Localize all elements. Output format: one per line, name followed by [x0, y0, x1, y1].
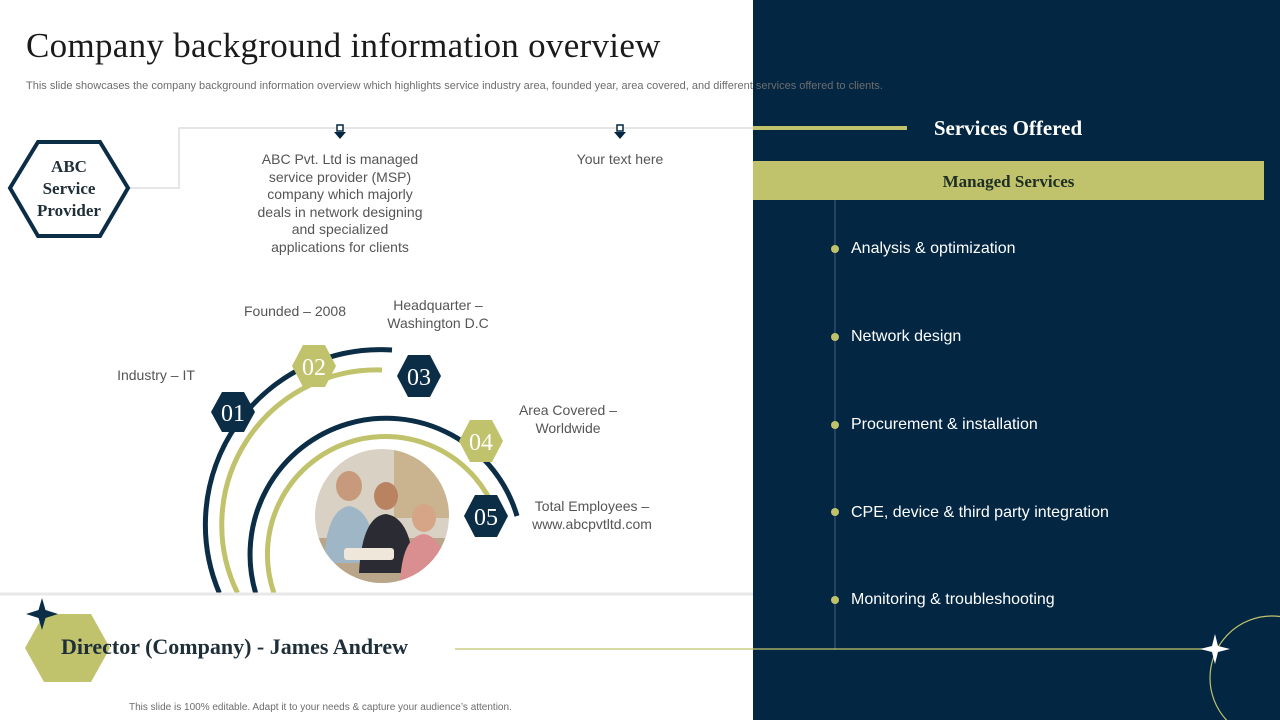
description-line: and specialized: [291, 221, 389, 238]
fact-line: Washington D.C: [387, 314, 489, 331]
fact-label-headquarter: [368, 297, 508, 332]
company-name-line: Service: [42, 179, 96, 198]
managed-services-label: Managed Services: [942, 172, 1075, 191]
service-item: Analysis & optimization: [851, 240, 1016, 257]
bullet-dot: [831, 508, 839, 516]
fact-line: Worldwide: [535, 419, 601, 436]
placeholder-text: Your text here: [576, 151, 664, 167]
badge-04: [459, 420, 503, 462]
fact-line: Total Employees –: [534, 498, 650, 514]
services-heading: Services Offered: [933, 116, 1083, 140]
service-item: Procurement & installation: [851, 416, 1038, 433]
description-line: ABC Pvt. Ltd is managed: [261, 151, 419, 167]
description-line: service provider (MSP): [268, 168, 412, 185]
fact-label-employees: [512, 498, 672, 533]
fact-label-founded: [225, 303, 365, 321]
fact-label-industry: [96, 367, 216, 385]
badge-02: [292, 345, 336, 387]
description-line: applications for clients: [271, 238, 409, 255]
page-title: Company background information overview: [26, 26, 661, 65]
page-subtitle: This slide showcases the company background information overview which highlights service industry area, founded year, area covered, and different services offered to clients.: [26, 80, 883, 92]
fact-line: Founded – 2008: [244, 303, 346, 319]
footer-note: This slide is 100% editable. Adapt it to your needs & capture your audience’s attention.: [129, 702, 512, 713]
bullet-dot: [831, 245, 839, 253]
fact-line: www.abcpvtltd.com: [532, 515, 652, 532]
service-item: CPE, device & third party integration: [851, 504, 1109, 521]
company-name: [26, 156, 112, 222]
fact-number-02: 02: [302, 355, 326, 381]
company-description: [240, 151, 440, 257]
bullet-dot: [831, 333, 839, 341]
fact-line: Industry – IT: [117, 367, 195, 383]
bullet-dot: [831, 421, 839, 429]
sparkle-icon: [1200, 634, 1230, 664]
service-item: Monitoring & troubleshooting: [851, 591, 1055, 608]
director-label: Director (Company) - James Andrew: [61, 634, 409, 659]
badge-05: [464, 495, 508, 537]
company-name-line: ABC: [51, 157, 87, 176]
badge-01: [211, 392, 255, 432]
bullet-dot: [831, 596, 839, 604]
fact-number-05: 05: [474, 505, 498, 531]
fact-label-area: [498, 402, 638, 437]
fact-number-01: 01: [221, 401, 245, 427]
badge-03: [397, 355, 441, 397]
fact-line: Area Covered –: [518, 402, 618, 418]
company-name-line: Provider: [37, 201, 101, 220]
fact-number-04: 04: [469, 430, 493, 456]
fact-number-03: 03: [407, 365, 431, 391]
fact-line: Headquarter –: [393, 297, 483, 313]
description-line: company which majorly: [267, 186, 413, 203]
service-item: Network design: [851, 328, 962, 345]
description-line: deals in network designing: [257, 203, 423, 220]
